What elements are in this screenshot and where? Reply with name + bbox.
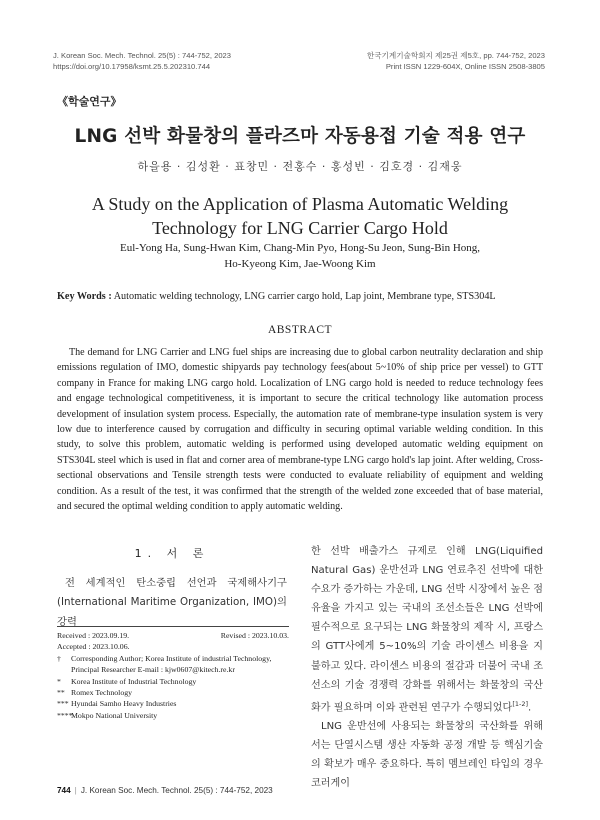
journal-citation: J. Korean Soc. Mech. Technol. 25(5) : 744-752, 2023 bbox=[53, 51, 231, 60]
footnote-text: Mokpo National University bbox=[71, 710, 158, 720]
date-row bbox=[57, 630, 289, 641]
section-tag: 《학술연구》 bbox=[57, 95, 122, 108]
footnote-mark: *** bbox=[57, 699, 69, 709]
title-english-line1: A Study on the Application of Plasma Automatic Welding bbox=[91, 194, 509, 214]
accepted-date: Accepted : 2023.10.06. bbox=[57, 642, 130, 652]
keywords-text: Automatic welding technology, LNG carrier cargo hold, Lap joint, Membrane type, STS304L bbox=[113, 291, 496, 302]
intro-paragraph-2: LNG 운반선에 사용되는 화물창의 국산화를 위해서는 단열시스템 생산 자동화 공정 개발 등 핵심기술의 확보가 매우 중요하다. 특히 멤브레인 타입의 경우 코러게이 bbox=[311, 721, 543, 790]
keywords-label: Key Words : bbox=[57, 291, 112, 302]
authors-english bbox=[0, 240, 600, 272]
authors-korean: 하을용 · 김성환 · 표창민 · 전홍수 · 홍성빈 · 김호경 · 김재웅 bbox=[137, 160, 463, 173]
footnote-item bbox=[57, 710, 289, 721]
doi-link[interactable]: https://doi.org/10.17958/ksmt.25.5.202310.744 bbox=[53, 62, 211, 71]
intro-paragraph-1 bbox=[311, 542, 543, 717]
title-english-line2: Technology for LNG Carrier Cargo Hold bbox=[152, 218, 448, 238]
footnote-mark: ** bbox=[57, 688, 65, 698]
footnote-mark: * bbox=[57, 676, 61, 686]
journal-citation-ko: 한국기계기술학회지 제25권 제5호, pp. 744-752, 2023 bbox=[366, 51, 545, 60]
issn: Print ISSN 1229-604X, Online ISSN 2508-3805 bbox=[385, 62, 545, 71]
footnote-item bbox=[57, 687, 289, 698]
section-heading-introduction: 1. 서 론 bbox=[134, 547, 210, 560]
intro-paragraph-1-end: . bbox=[528, 702, 532, 714]
footnote-text: Korea Institute of Industrial Technology bbox=[71, 676, 197, 686]
footnote-item bbox=[57, 698, 289, 709]
header-left bbox=[53, 50, 231, 72]
footer-separator: | bbox=[74, 786, 77, 795]
citation-ref[interactable]: [1-2] bbox=[512, 699, 529, 708]
intro-left-text: 전 세계적인 탄소중립 선언과 국제해사기구(International Maritime Organization, IMO)의 강력 bbox=[57, 577, 287, 628]
authors-english-line1: Eul-Yong Ha, Sung-Hwan Kim, Chang-Min Pyo, Hong-Su Jeon, Sung-Bin Hong, bbox=[119, 242, 481, 254]
abstract-heading: ABSTRACT bbox=[267, 324, 333, 336]
footnote-text: Hyundai Samho Heavy Industries bbox=[71, 699, 177, 709]
revised-date: Revised : 2023.10.03. bbox=[220, 631, 289, 640]
footnote-item bbox=[57, 676, 289, 687]
received-date: Received : 2023.09.19. bbox=[57, 631, 130, 640]
footer-journal: J. Korean Soc. Mech. Technol. 25(5) : 744-752, 2023 bbox=[80, 786, 273, 795]
keywords bbox=[57, 291, 557, 302]
page-footer bbox=[57, 786, 273, 795]
title-english bbox=[0, 192, 600, 240]
intro-paragraph-1-text: 한 선박 배출가스 규제로 인해 LNG(Liquified Natural Gas) 운반선과 LNG 연료추진 선박에 대한 수요가 증가하는 가운데, LNG 선박 시장에서 높은 점유율을 가지고 있는 국내의 조선소들은 LNG 선박에 필수적으로 요구되는 LNG 화물창의 제작 시, 프랑스의 GTT사에게 5~10%의 기술 라이센스 비용을 지불하고 있다. 라이센스 비용의 절감과 더불어 국내 조선소의 기술 경쟁력 강화를 위해서는 화물창의 국산화가 필요하며 이와 관련된 연구가 수행되었다 bbox=[311, 546, 543, 714]
footnote-mark: † bbox=[57, 653, 61, 663]
abstract-text: The demand for LNG Carrier and LNG fuel ships are increasing due to global carbon neutrality declaration and ship emissions regulation of IMO, domestic shipyards pay technology fees(about 5~10% of ship price per vessel) to GTT company in France for making LNG cargo hold. Localization of LNG cargo hold is needed to reduce technology fees and engage technological competitiveness, it is important to secure the critical technology like automation process development of insulation system process. Especially, the automation rate of membrane-type insulation system is very low due to interference caused by corrugation and difficulty in securing optimal variable welding condition. In this study, to solve this problem, automatic welding is performed using developed automatic welding equipment on STS304L steel which is used in flat and corner area of membrane-type LNG cargo hold's lap joint. After welding, Cross-sectional observations and Tensile strength tests were conducted to evaluate reliability of equipment and welding condition. As a result of the test, it was confirmed that the strength of the welded zone exceeded that of base material, and secured the optimal welding condition to apply automatic welding. bbox=[57, 347, 543, 513]
footnote-divider bbox=[57, 626, 289, 627]
footnote-text: Romex Technology bbox=[71, 688, 133, 698]
footnotes bbox=[57, 630, 289, 721]
header-right bbox=[367, 50, 545, 72]
footnote-mark: **** bbox=[57, 710, 73, 720]
title-korean: LNG 선박 화물창의 플라즈마 자동용접 기술 적용 연구 bbox=[74, 126, 526, 147]
page-number: 744 bbox=[57, 786, 71, 795]
footnote-text: Corresponding Author; Korea Institute of industrial Technology, Principal Researcher E-mail : kjw0607@kitech.re.kr bbox=[71, 653, 272, 675]
intro-right-column bbox=[311, 542, 543, 794]
authors-english-line2: Ho-Kyeong Kim, Jae-Woong Kim bbox=[224, 258, 376, 270]
footnote-item bbox=[57, 653, 289, 676]
